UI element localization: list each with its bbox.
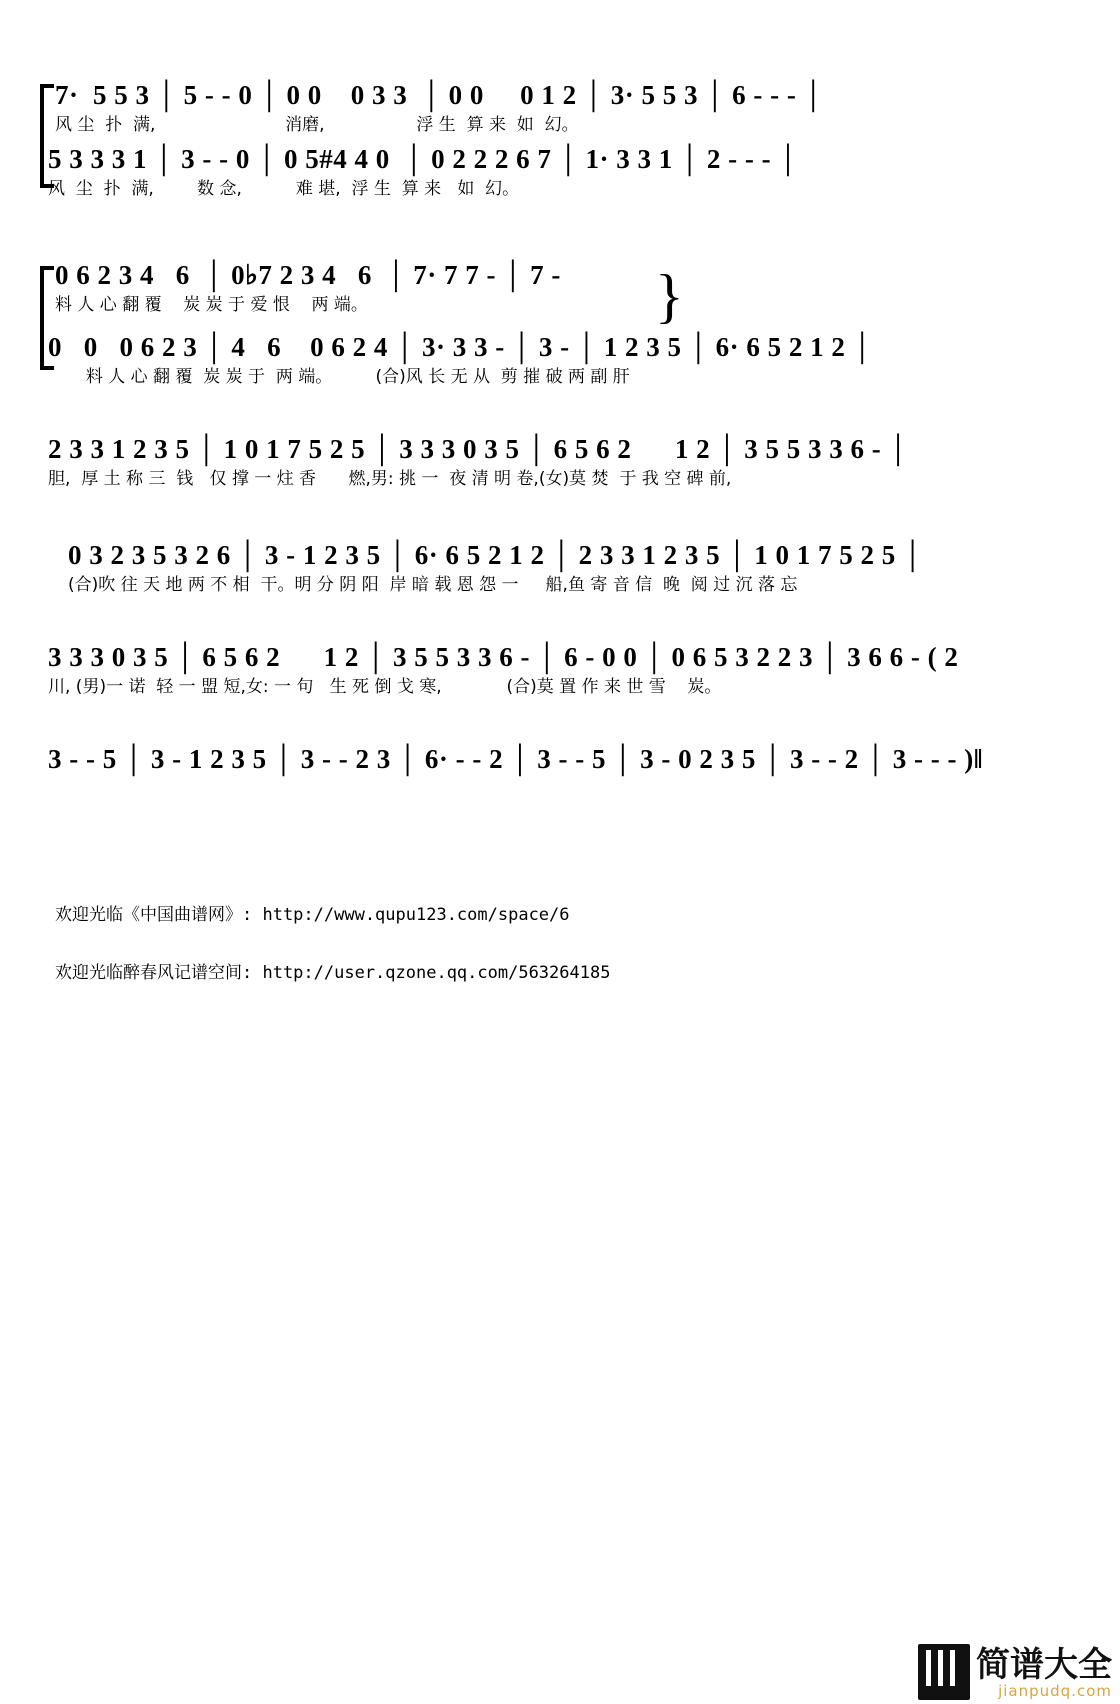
notes-line: 5 3 3 3 1 │ 3 - - 0 │ 0 5#4 4 0 │ 0 2 2 2 6 7 │ 1· 3 3 1 │ 2 - - - │ [48,144,798,174]
notes-line: 0 6 2 3 4 6 │ 0♭7 2 3 4 6 │ 7· 7 7 - │ 7 - [55,260,561,290]
notes-line: 7· 5 5 3 │ 5 - - 0 │ 0 0 0 3 3 │ 0 0 0 1 2 │ 3· 5 5 3 │ 6 - - - │ [55,80,824,110]
notes-line: 3 - - 5 │ 3 - 1 2 3 5 │ 3 - - 2 3 │ 6· - - 2 │ 3 - - 5 │ 3 - 0 2 3 5 │ 3 - - 2 │ 3 - - - )‖ [48,744,984,774]
notes-line: 0 0 0 6 2 3 │ 4 6 0 6 2 4 │ 3· 3 3 - │ 3 - │ 1 2 3 5 │ 6· 6 5 2 1 2 │ [48,332,873,362]
watermark-logo [918,1644,1112,1700]
piano-keys-icon [918,1644,970,1700]
lyrics-line: (合)吹 往 天 地 两 不 相 干。明 分 阴 阳 岸 暗 载 恩 怨 一 船,鱼 寄 音 信 晚 阅 过 沉 落 忘 [68,575,798,595]
footer-link-qupu[interactable]: 欢迎光临《中国曲谱网》: http://www.qupu123.com/space/6 [55,905,570,925]
notes-line: 0 3 2 3 5 3 2 6 │ 3 - 1 2 3 5 │ 6· 6 5 2 1 2 │ 2 3 3 1 2 3 5 │ 1 0 1 7 5 2 5 │ [68,540,923,570]
watermark-title: 简谱大全 [976,1645,1112,1685]
lyrics-line: 料 人 心 翻 覆 炭 炭 于 两 端。 (合)风 长 无 从 剪 摧 破 两 副 肝 [48,367,630,387]
watermark-subtitle: jianpudq.com [998,1682,1112,1700]
lyrics-line: 胆, 厚 土 称 三 钱 仅 撑 一 炷 香 燃,男: 挑 一 夜 清 明 卷,(女)莫 焚 于 我 空 碑 前, [48,469,732,489]
lyrics-line: 风 尘 扑 满, 数 念, 难 堪, 浮 生 算 来 如 幻。 [48,179,520,199]
lyrics-line: 川, (男)一 诺 轻 一 盟 短,女: 一 句 生 死 倒 戈 寒, (合)莫 置 作 来 世 雪 炭。 [48,677,722,697]
notes-line: 3 3 3 0 3 5 │ 6 5 6 2 1 2 │ 3 5 5 3 3 6 - │ 6 - 0 0 │ 0 6 5 3 2 2 3 │ 3 6 6 - ( 2 [48,642,959,672]
footer-link-qzone[interactable]: 欢迎光临醉春风记谱空间: http://user.qzone.qq.com/563264185 [55,963,611,983]
notes-line: 2 3 3 1 2 3 5 │ 1 0 1 7 5 2 5 │ 3 3 3 0 3 5 │ 6 5 6 2 1 2 │ 3 5 5 3 3 6 - │ [48,434,909,464]
brace-glyph: } [655,263,684,329]
lyrics-line: 风 尘 扑 满, 消磨, 浮 生 算 来 如 幻。 [55,115,579,135]
lyrics-line: 料 人 心 翻 覆 炭 炭 于 爱 恨 两 端。 [55,295,368,315]
